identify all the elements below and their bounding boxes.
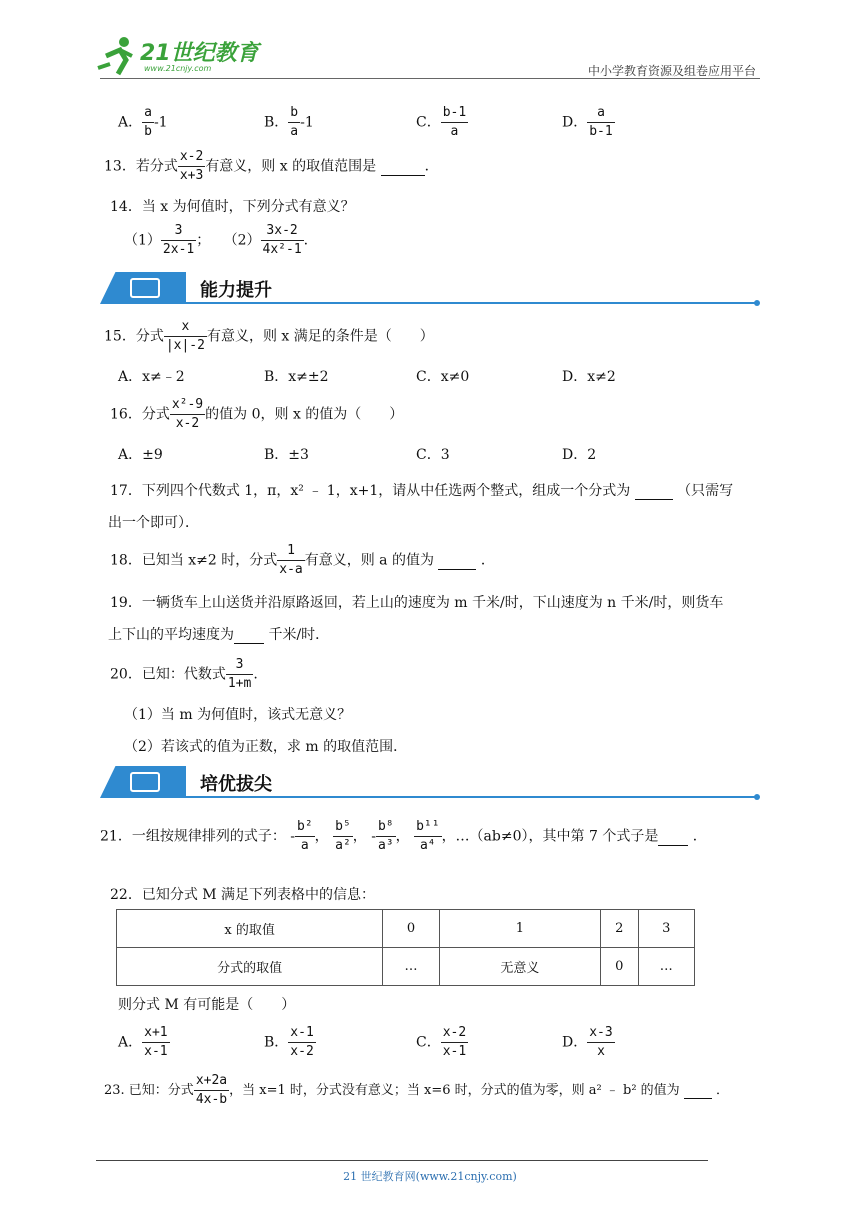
question-19-line1: 19．一辆货车上山送货并沿原路返回，若上山的速度为 m 千米/时，下山速度为 n 千米/时，则货车 — [110, 595, 724, 611]
q15-option-c: C．x≠0 — [416, 369, 470, 385]
section-title: 培优拔尖 — [200, 774, 272, 795]
q15-option-d: D．x≠2 — [562, 369, 616, 385]
question-21: 21．一组按规律排列的式子： - $\frac{\text{b²}}{a}$ ， $\frac{\text{b⁵}}{\text{a²}}$ ， - $\frac{\text{b⁸}}{\text{a³}}$ ， $\frac{\text{b¹¹}}{\text{a⁴}}$ ，…（ab≠0），其中第 7 个式子是 ． — [100, 819, 707, 853]
q12-option-a: A． $\frac{a}{b}$ -1 — [118, 105, 168, 139]
question-15: 15．分式 $\frac{x}{|x|-2}$ 有意义，则 x 满足的条件是（ ） — [104, 319, 434, 353]
q15-option-a: A．x≠﹣2 — [118, 369, 185, 385]
logo-text: 21世纪教育 — [140, 41, 259, 66]
section-header-advanced — [100, 766, 760, 800]
value-table — [116, 909, 695, 986]
platform-name: 中小学教育资源及组卷应用平台 — [587, 64, 756, 78]
table-row: 分式的取值 … 无意义 0 … — [117, 948, 695, 986]
question-17-line2: 出一个即可）． — [108, 515, 199, 531]
question-14-parts: （1） $\frac{3}{2x-1}$ ； （2） $\frac{3x-2}{\text{4x²-1}}$ . — [124, 223, 309, 257]
table-row: x 的取值 0 1 2 3 — [117, 910, 695, 948]
logo — [96, 34, 266, 78]
answer-blank — [381, 159, 425, 176]
q12-option-d: D． $\frac{a}{b-1}$ — [562, 105, 613, 139]
footer-text: 21 世纪教育网(www.21cnjy.com) — [343, 1170, 517, 1183]
q16-option-b: B．±3 — [264, 447, 309, 463]
question-20: 20．已知：代数式 $\frac{3}{1+m}$ . — [110, 657, 258, 691]
q12-option-c: C． $\frac{b-1}{a}$ — [416, 105, 467, 139]
q22-option-a: A． $\frac{x+1}{x-1}$ — [118, 1025, 168, 1059]
header-divider — [100, 78, 760, 79]
question-18: 18．已知当 x≠2 时，分式 $\frac{1}{x-a}$ 有意义，则 a 的值为 ． — [110, 543, 495, 577]
question-14: 14．当 x 为何值时，下列分式有意义？ — [110, 199, 355, 215]
notebook-pen-icon — [130, 278, 160, 298]
q12-option-b: B． $\frac{b}{a}$ -1 — [264, 105, 314, 139]
question-16: 16．分式 $\frac{\text{x²-9}}{x-2}$ 的值为 0，则 x 的值为（ ） — [110, 397, 404, 431]
logo-url: www.21cnjy.com — [144, 64, 212, 73]
question-22-prompt: 则分式 M 有可能是（ ） — [118, 997, 296, 1013]
q16-option-c: C．3 — [416, 447, 450, 463]
q16-option-a: A．±9 — [118, 447, 163, 463]
notebook-pen-icon — [130, 772, 160, 792]
section-title: 能力提升 — [200, 280, 272, 301]
question-20-part1: （1）当 m 为何值时，该式无意义？ — [124, 707, 352, 723]
question-19-line2: 上下山的平均速度为 千米/时． — [108, 627, 330, 643]
q22-option-c: C． $\frac{x-2}{x-1}$ — [416, 1025, 467, 1059]
q15-option-b: B．x≠±2 — [264, 369, 329, 385]
question-22: 22．已知分式 M 满足下列表格中的信息： — [110, 887, 376, 903]
q16-option-d: D．2 — [562, 447, 597, 463]
q22-option-d: D． $\frac{x-3}{x}$ — [562, 1025, 613, 1059]
q22-option-b: B． $\frac{x-1}{x-2}$ — [264, 1025, 314, 1059]
question-23: 23. 已知：分式 $\frac{x+2a}{4x-b}$ ，当 x=1 时，分式没有意义；当 x=6 时，分式的值为零，则 a² ﹣ b² 的值为 ． — [104, 1073, 729, 1107]
footer-divider — [96, 1160, 708, 1161]
section-header-ability — [100, 272, 760, 306]
question-20-part2: （2）若该式的值为正数，求 m 的取值范围． — [124, 739, 408, 755]
runner-logo-icon — [96, 34, 140, 78]
question-13: 13．若分式 $\frac{x-2}{x+3}$ 有意义，则 x 的取值范围是 ． — [104, 149, 439, 183]
question-17-line1: 17．下列四个代数式 1，π，x² ﹣ 1，x+1，请从中任选两个整式，组成一个分式为 （只需写 — [110, 483, 734, 499]
